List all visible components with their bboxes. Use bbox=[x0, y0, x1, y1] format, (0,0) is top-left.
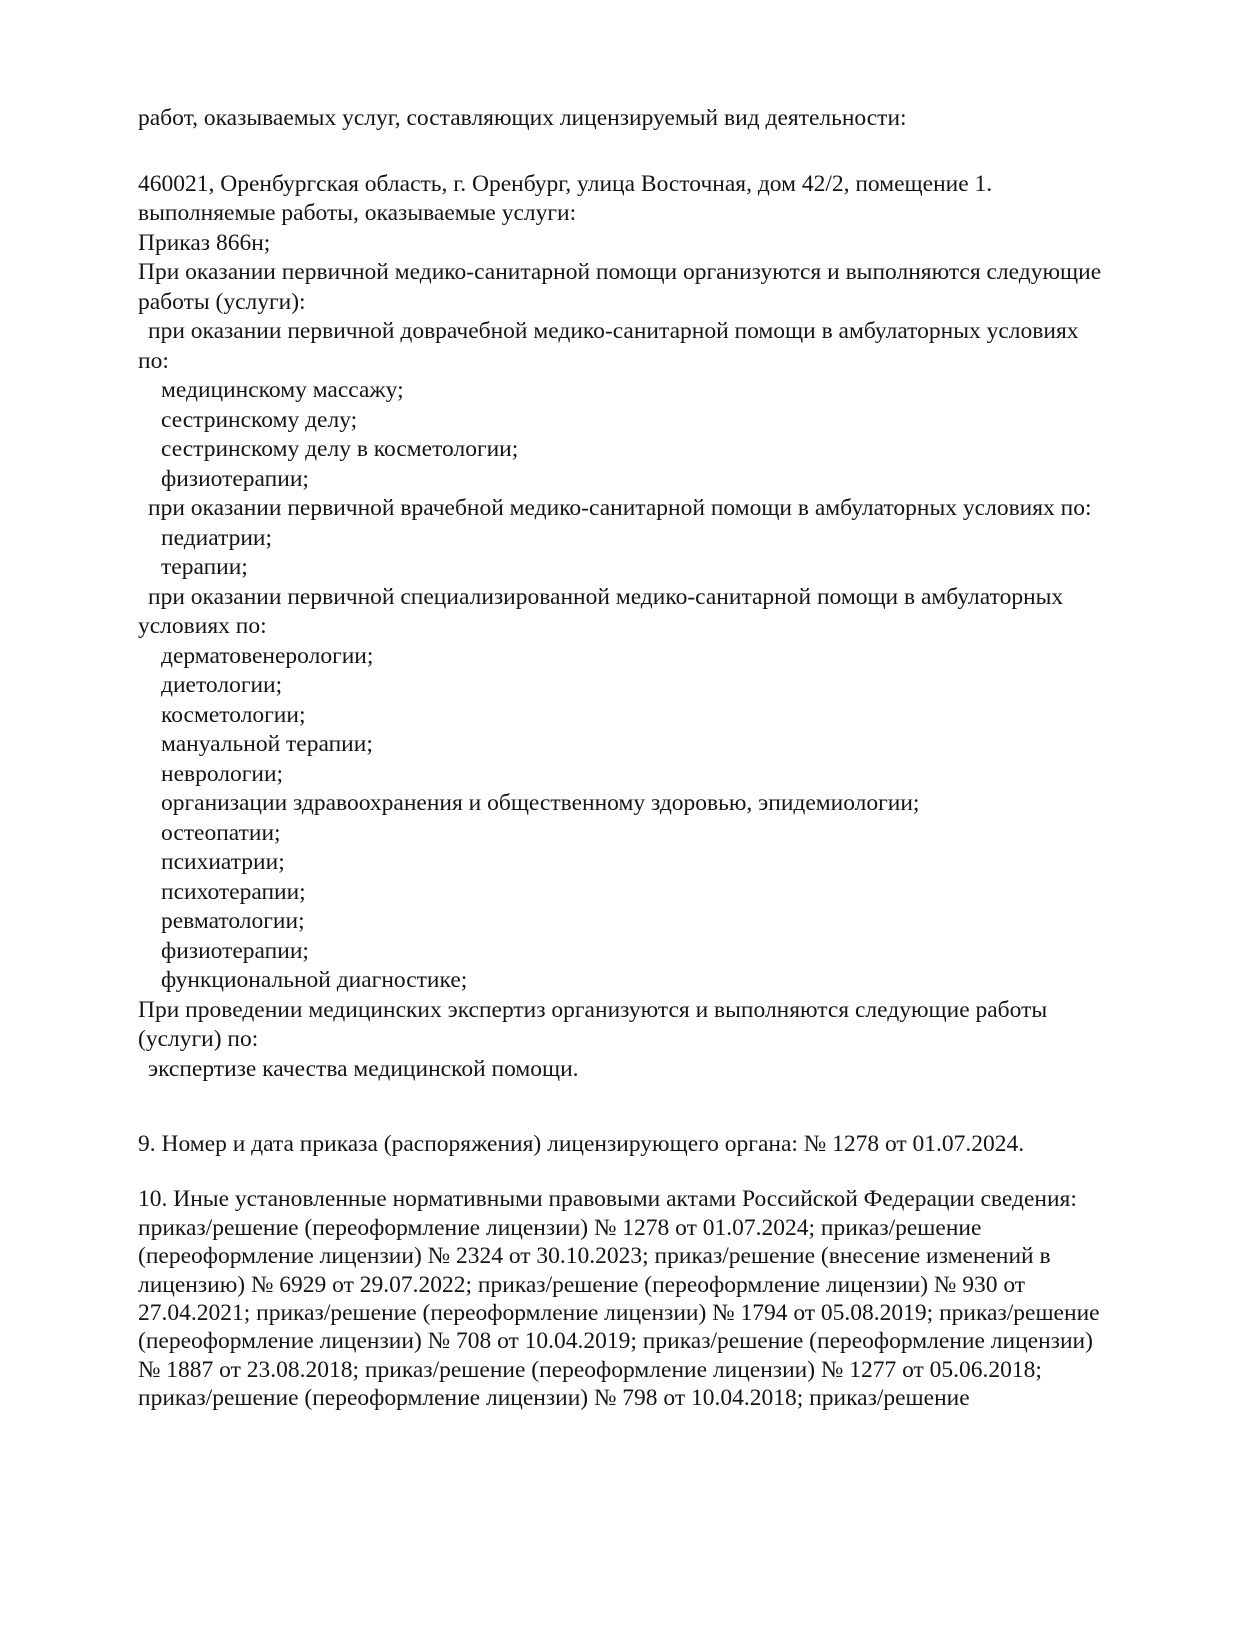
document-line: сестринскому делу в косметологии; bbox=[161, 436, 519, 462]
section-item10-history bbox=[138, 1185, 1158, 1412]
document-line: медицинскому массажу; bbox=[161, 377, 404, 403]
document-line: при оказании первичной врачебной медико-санитарной помощи в амбулаторных условиях по: bbox=[148, 495, 1092, 521]
document-line: работы (услуги): bbox=[138, 288, 306, 315]
document-line: условиях по: bbox=[138, 613, 267, 639]
document-line: по: bbox=[138, 347, 169, 374]
document-line: 9. Номер и дата приказа (распоряжения) лицензирующего органа: № 1278 от 01.07.2024. bbox=[138, 1131, 1025, 1157]
document-line: неврологии; bbox=[161, 760, 284, 787]
document-line: Приказ 866н; bbox=[138, 229, 271, 256]
document-line: психиатрии; bbox=[161, 849, 285, 875]
document-line: (переоформление лицензии) № 708 от 10.04.2019; приказ/решение (переоформление лицензии) bbox=[138, 1328, 1093, 1355]
document-line: при оказании первичной специализированной медико-санитарной помощи в амбулаторных bbox=[148, 583, 1064, 610]
section-gap bbox=[138, 1158, 1158, 1185]
document-line: приказ/решение (переоформление лицензии) № 798 от 10.04.2018; приказ/решение bbox=[138, 1385, 970, 1412]
document-line: экспертизе качества медицинской помощи. bbox=[148, 1055, 579, 1082]
document-line: 460021, Оренбургская область, г. Оренбург, улица Восточная, дом 42/2, помещение 1. bbox=[138, 170, 993, 197]
document-line: (переоформление лицензии) № 2324 от 30.10.2023; приказ/решение (внесение изменений в bbox=[138, 1243, 1051, 1270]
document-line: При оказании первичной медико-санитарной помощи организуются и выполняются следующие bbox=[138, 259, 1102, 285]
document-line: 10. Иные установленные нормативными правовыми актами Российской Федерации сведения: bbox=[138, 1186, 1077, 1213]
document-line: психотерапии; bbox=[161, 878, 306, 905]
section-item9-order bbox=[138, 1130, 1158, 1158]
document-line: сестринскому делу; bbox=[161, 406, 358, 433]
section-gap bbox=[138, 134, 1158, 170]
document-line: функциональной диагностике; bbox=[161, 967, 468, 993]
document-line: диетологии; bbox=[161, 672, 283, 698]
document-line: № 1887 от 23.08.2018; приказ/решение (переоформление лицензии) № 1277 от 05.06.2018; bbox=[138, 1356, 1042, 1383]
document-line: терапии; bbox=[161, 554, 248, 580]
document-line: физиотерапии; bbox=[161, 937, 309, 964]
document-line: педиатрии; bbox=[161, 524, 273, 551]
document-line: лицензию) № 6929 от 29.07.2022; приказ/решение (переоформление лицензии) № 930 от bbox=[138, 1271, 1026, 1298]
document-line: (услуги) по: bbox=[138, 1026, 259, 1052]
section-intro bbox=[138, 104, 1158, 134]
section-gap bbox=[138, 1084, 1158, 1130]
section-services-list bbox=[138, 170, 1158, 1085]
document-body bbox=[138, 104, 1158, 1413]
document-line: При проведении медицинских экспертиз организуются и выполняются следующие работы bbox=[138, 996, 1048, 1023]
document-line: ревматологии; bbox=[161, 908, 305, 934]
document-line: при оказании первичной доврачебной медико-санитарной помощи в амбулаторных условиях bbox=[148, 318, 1079, 344]
document-line: физиотерапии; bbox=[161, 465, 309, 492]
document-line: остеопатии; bbox=[161, 819, 281, 846]
document-line: работ, оказываемых услуг, составляющих лицензируемый вид деятельности: bbox=[138, 105, 907, 131]
document-line: мануальной терапии; bbox=[161, 731, 373, 757]
document-line: организации здравоохранения и общественному здоровью, эпидемиологии; bbox=[161, 790, 920, 816]
document-line: выполняемые работы, оказываемые услуги: bbox=[138, 200, 577, 226]
document-line: косметологии; bbox=[161, 701, 306, 728]
document-line: приказ/решение (переоформление лицензии) № 1278 от 01.07.2024; приказ/решение bbox=[138, 1214, 982, 1241]
document-line: 27.04.2021; приказ/решение (переоформление лицензии) № 1794 от 05.08.2019; приказ/решение bbox=[138, 1300, 1100, 1327]
document-line: дерматовенерологии; bbox=[161, 642, 374, 669]
